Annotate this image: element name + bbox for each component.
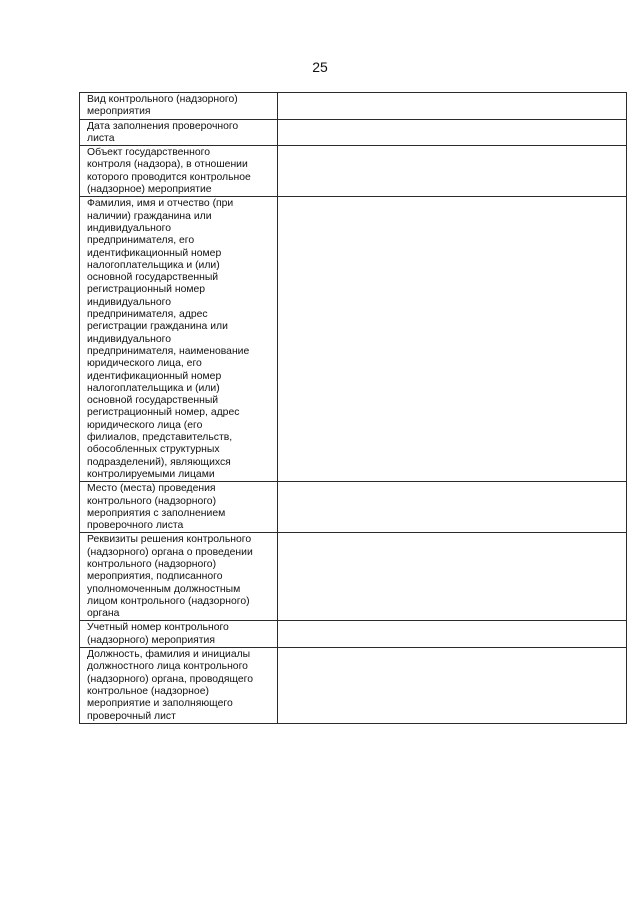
row-label-inspection-type: Вид контрольного (надзорного) мероприятия <box>80 93 278 120</box>
row-label-control-object: Объект государственного контроля (надзора), в отношении которого проводится контрольное (надзорное) мероприятие <box>80 146 278 197</box>
table-row-control-object <box>80 146 627 197</box>
row-label-inspection-place: Место (места) проведения контрольного (надзорного) мероприятия с заполнением проверочного листа <box>80 482 278 533</box>
table-row-decision-details <box>80 533 627 621</box>
table-row-fill-date <box>80 119 627 146</box>
row-label-controlled-person: Фамилия, имя и отчество (при наличии) гражданина или индивидуального предпринимателя, его идентификационный номер налогоплательщика и (или) основной государственный регистрационный номер индивидуального предпринимателя, адрес регистрации гражданина или индивидуального предпринимателя, наименование юридического лица, его идентификационный номер налогоплательщика и (или) основной государственный регистрационный номер, адрес юридического лица (его филиалов, представительств, обособленных структурных подразделений), являющихся контролируемыми лицами <box>80 197 278 482</box>
table-row-controlled-person <box>80 197 627 482</box>
row-label-official: Должность, фамилия и инициалы должностного лица контрольного (надзорного) органа, проводящего контрольное (надзорное) мероприятие и заполняющего проверочный лист <box>80 648 278 724</box>
row-label-registration-number: Учетный номер контрольного (надзорного) мероприятия <box>80 621 278 648</box>
row-label-decision-details: Реквизиты решения контрольного (надзорного) органа о проведении контрольного (надзорного) мероприятия, подписанного уполномоченным должностным лицом контрольного (надзорного) органа <box>80 533 278 621</box>
table-row-inspection-type <box>80 93 627 120</box>
row-value-inspection-place[interactable] <box>278 482 627 533</box>
table-row-inspection-place <box>80 482 627 533</box>
table-row-registration-number <box>80 621 627 648</box>
row-label-fill-date: Дата заполнения проверочного листа <box>80 119 278 146</box>
row-value-official[interactable] <box>278 648 627 724</box>
row-value-inspection-type[interactable] <box>278 93 627 120</box>
inspection-checklist-table <box>79 92 627 724</box>
row-value-fill-date[interactable] <box>278 119 627 146</box>
table-row-official <box>80 648 627 724</box>
row-value-registration-number[interactable] <box>278 621 627 648</box>
row-value-decision-details[interactable] <box>278 533 627 621</box>
page-number: 25 <box>312 59 328 75</box>
row-value-controlled-person[interactable] <box>278 197 627 482</box>
row-value-control-object[interactable] <box>278 146 627 197</box>
